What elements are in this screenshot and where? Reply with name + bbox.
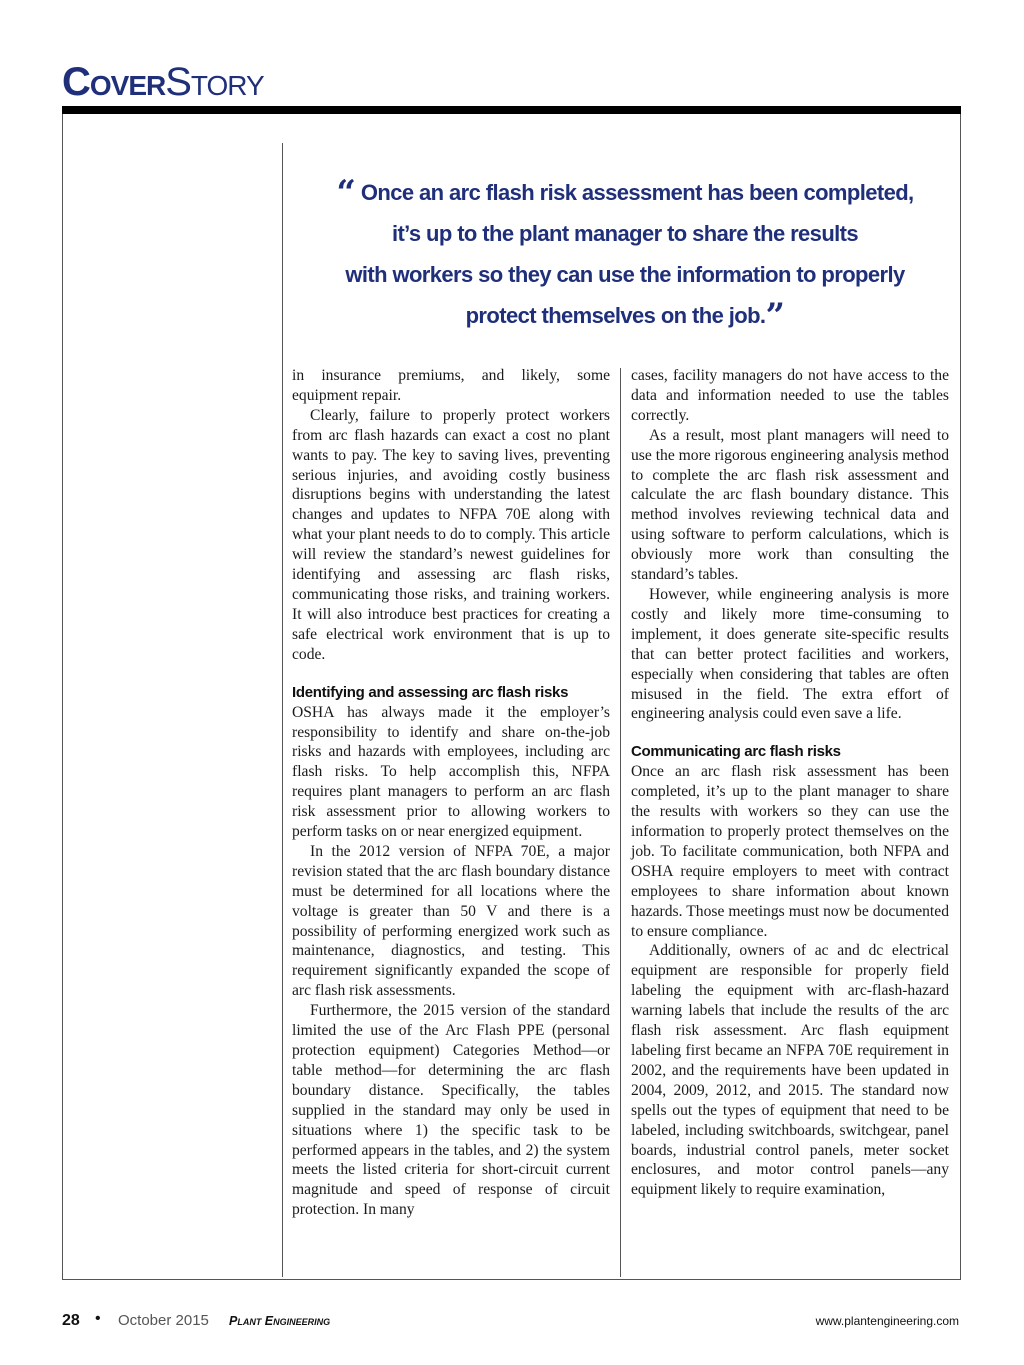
page-number: 28 bbox=[62, 1312, 80, 1329]
pull-quote bbox=[300, 172, 950, 336]
column-divider bbox=[620, 368, 621, 1277]
paragraph: cases, facility managers do not have access to the data and information needed to use the tables correctly. bbox=[631, 367, 949, 424]
article-column-left bbox=[292, 366, 610, 1220]
paragraph: Furthermore, the 2015 version of the standard limited the use of the Arc Flash PPE (personal protection equipment) Categories Method—or table method—for determining the arc flash boundary distance. Specifically, the tables supplied in the standard may only be used in situations where 1) the specific task to be performed appears in the tables, and 2) the system meets the listed criteria for short-circuit current magnitude and speed of response of circuit protection. In many bbox=[292, 1002, 610, 1219]
pull-quote-line-2: it’s up to the plant manager to share the results bbox=[391, 221, 859, 246]
subheading-communicating: Communicating arc flash risks bbox=[631, 743, 841, 761]
page-footer bbox=[62, 1312, 961, 1334]
paragraph: in insurance premiums, and likely, some equipment repair. bbox=[292, 367, 610, 404]
paragraph: Additionally, owners of ac and dc electrical equipment are responsible for properly field labeling the equipment with arc-flash-hazard warning labels that include the results of the arc flash risk assessment. Arc flash equipment labeling first became an NFPA 70E requirement in 2002, and the requirements have been updated in 2004, 2009, 2012, and 2015. The standard now spells out the types of equipment that need to be labeled, including switchboards, switchgear, panel boards, industrial control panels, meter socket enclosures, and motor control panels—any equipment likely to require examination, bbox=[631, 942, 949, 1199]
pull-quote-line-4: protect themselves on the job.” bbox=[465, 296, 785, 336]
website-url[interactable]: www.plantengineering.com bbox=[815, 1314, 959, 1328]
section-title-light: Story bbox=[165, 60, 264, 104]
paragraph: In the 2012 version of NFPA 70E, a major revision stated that the arc flash boundary distance must be determined for all locations where the voltage is greater than 50 V and there is a possibility of performing energized work such as maintenance, diagnostics, and testing. This requirement significantly expanded the scope of arc flash risk assessments. bbox=[292, 842, 610, 1000]
paragraph: Once an arc flash risk assessment has been completed, it’s up to the plant manager to share the results with workers so they can use the information to properly protect themselves on the job. To facilitate communication, both NFPA and OSHA require employers to meet with contract employees to share information about known hazards. Those meetings must now be documented to ensure compliance. bbox=[631, 763, 949, 940]
open-quote-mark: “ bbox=[336, 173, 356, 213]
section-title-bold: Cover bbox=[62, 60, 166, 104]
pull-quote-line-3: with workers so they can use the information to properly bbox=[345, 262, 905, 287]
paragraph: OSHA has always made it the employer’s responsibility to identify and share on-the-job risks and hazards with employees, including arc flash risks. To help accomplish this, NFPA requires plant managers to perform an arc flash risk assessment prior to allowing workers to perform tasks on or near energized equipment. bbox=[292, 703, 610, 841]
issue-date: October 2015 bbox=[118, 1312, 209, 1329]
article-column-right bbox=[631, 366, 949, 1200]
left-column-rule bbox=[282, 143, 283, 1277]
header-rule bbox=[62, 106, 961, 114]
close-quote-mark: ” bbox=[765, 296, 785, 336]
magazine-name: Plant Engineering bbox=[229, 1314, 331, 1328]
paragraph: As a result, most plant managers will need to use the more rigorous engineering analysis method to complete the arc flash risk assessment and calculate the arc flash boundary distance. This method involves reviewing technical data and using software to perform calculations, which is obviously more work than consulting the standard’s tables. bbox=[631, 426, 949, 584]
paragraph: Clearly, failure to properly protect workers from arc flash hazards can exact a cost no plant wants to pay. The key to saving lives, preventing serious injuries, and avoiding costly business disruptions begins with understanding the latest changes and updates to NFPA 70E along with what your plant needs to do to comply. This article will review the standard’s newest guidelines for identifying and assessing arc flash risks, communicating those risks, and training workers. It will also introduce best practices for creating a safe electrical work environment that is up to code. bbox=[292, 406, 610, 663]
subheading-identifying: Identifying and assessing arc flash risks bbox=[292, 683, 569, 701]
pull-quote-line-1: “ Once an arc flash risk assessment has been completed, bbox=[336, 173, 914, 213]
section-header bbox=[62, 60, 264, 104]
paragraph: However, while engineering analysis is more costly and likely more time-consuming to implement, it does generate site-specific results that can better protect facilities and workers, especially when considering that tables are often misused in the field. The extra effort of engineering analysis could even save a life. bbox=[631, 585, 949, 723]
footer-separator: • bbox=[95, 1310, 101, 1327]
